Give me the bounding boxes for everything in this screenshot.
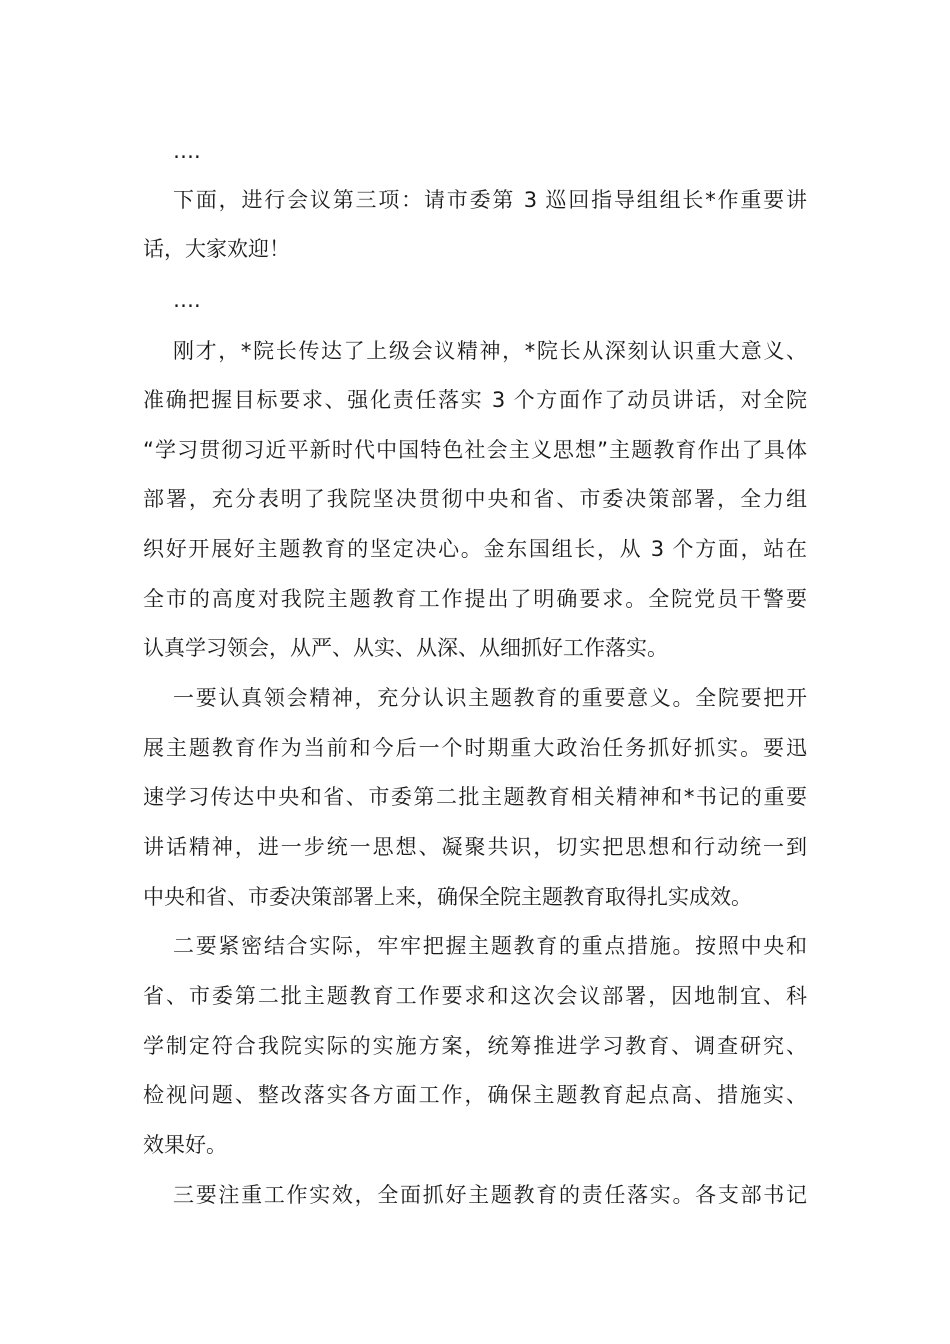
paragraph-line: 速学习传达中央和省、市委第二批主题教育相关精神和*书记的重要 (143, 785, 807, 809)
paragraph-line: 效果好。 (143, 1133, 227, 1157)
paragraph-line: 省、市委第二批主题教育工作要求和这次会议部署，因地制宜、科 (143, 984, 807, 1008)
paragraph-line: 展主题教育作为当前和今后一个时期重大政治任务抓好抓实。要迅 (143, 736, 807, 760)
paragraph-line: 认真学习领会，从严、从实、从深、从细抓好工作落实。 (143, 636, 668, 660)
paragraph-line: 全市的高度对我院主题教育工作提出了明确要求。全院党员干警要 (143, 587, 807, 611)
paragraph-line: 三要注重工作实效，全面抓好主题教育的责任落实。各支部书记 (173, 1183, 807, 1207)
paragraph-line: 讲话精神，进一步统一思想、凝聚共识，切实把思想和行动统一到 (143, 835, 807, 859)
paragraph-line: 中央和省、市委决策部署上来，确保全院主题教育取得扎实成效。 (143, 885, 752, 909)
ellipsis-line: …. (173, 288, 201, 312)
ellipsis-line: …. (173, 139, 201, 163)
paragraph-line: 检视问题、整改落实各方面工作，确保主题教育起点高、措施实、 (143, 1083, 807, 1107)
paragraph-line: 刚才，*院长传达了上级会议精神，*院长从深刻认识重大意义、 (173, 339, 807, 363)
paragraph-line: 一要认真领会精神，充分认识主题教育的重要意义。全院要把开 (173, 686, 807, 710)
paragraph-line: 准确把握目标要求、强化责任落实 3 个方面作了动员讲话，对全院 (143, 388, 807, 412)
paragraph-line: 部署，充分表明了我院坚决贯彻中央和省、市委决策部署，全力组 (143, 487, 807, 511)
paragraph-line: 话，大家欢迎！ (143, 237, 290, 261)
paragraph-line: 二要紧密结合实际，牢牢把握主题教育的重点措施。按照中央和 (173, 934, 807, 958)
paragraph-line: 下面，进行会议第三项：请市委第 3 巡回指导组组长*作重要讲 (173, 188, 807, 212)
paragraph-line: 织好开展好主题教育的坚定决心。金东国组长，从 3 个方面，站在 (143, 537, 807, 561)
paragraph-line: 学制定符合我院实际的实施方案，统筹推进学习教育、调查研究、 (143, 1034, 807, 1058)
paragraph-line: “学习贯彻习近平新时代中国特色社会主义思想”主题教育作出了具体 (143, 438, 807, 462)
